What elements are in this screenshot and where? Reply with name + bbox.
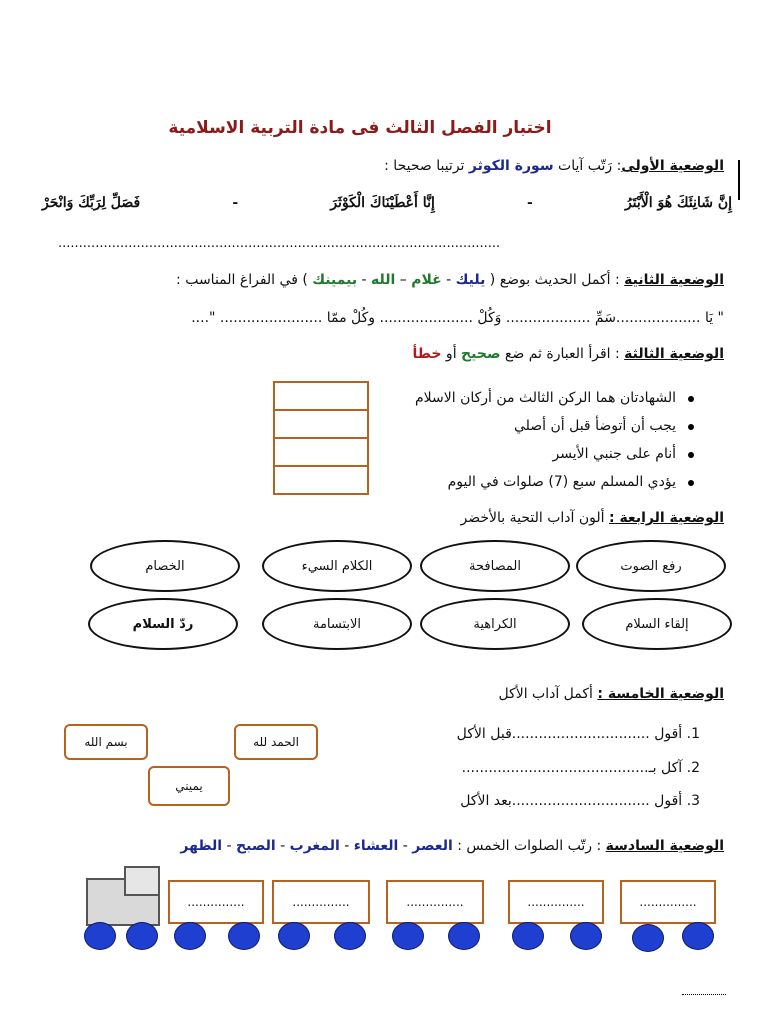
train-wheel (228, 922, 260, 950)
section-3-heading: الوضعية الثالثة (624, 346, 724, 362)
train-car-slot[interactable]: ............... (508, 880, 604, 924)
etiquette-option[interactable]: رفع الصوت (576, 540, 726, 592)
section-4-heading: الوضعية الرابعة : (608, 510, 724, 526)
etiquette-option[interactable]: الكلام السيء (262, 540, 412, 592)
prayer-name: الصبح (236, 838, 276, 854)
answer-line[interactable]: ........................................................................................................... (58, 236, 501, 251)
word-sep: – (395, 272, 412, 288)
statement-item: يجب أن أتوضأ قبل أن أصلي (338, 412, 698, 440)
verses-row (42, 195, 732, 211)
footer-mark (682, 994, 726, 995)
prayer-sep: - (222, 838, 237, 854)
prayer-name: الظهر (180, 838, 223, 854)
verse-1: فَصَلِّ لِرَبِّكَ وَانْحَرْ (42, 195, 141, 211)
margin-mark (738, 160, 740, 200)
verse-separator: - (527, 195, 533, 211)
word-sep: - (357, 272, 372, 288)
word-tag[interactable]: الحمد لله (234, 724, 318, 760)
section-1-text: : رَتّب آيات (553, 158, 622, 174)
section-1-instruction (384, 158, 724, 174)
statements-list (338, 384, 698, 496)
train-wheel (632, 924, 664, 952)
eating-item-3[interactable]: 3. أقول ...............................بعد الأكل (460, 793, 700, 809)
etiquette-option[interactable]: الابتسامة (262, 598, 412, 650)
page-title: اختبار الفصل الثالث فى مادة التربية الاسلامية (168, 118, 552, 138)
word-4: بيمينك (312, 272, 358, 288)
etiquette-option[interactable]: الكراهية (420, 598, 570, 650)
verse-separator: - (232, 195, 239, 211)
etiquette-option[interactable]: المصافحة (420, 540, 570, 592)
train-car-slot[interactable]: ............... (272, 880, 370, 924)
section-2-text: : أكمل الحديث بوضع ( (485, 272, 625, 288)
section-5-text: أكمل آداب الأكل (498, 686, 598, 702)
etiquette-option[interactable]: إلقاء السلام (582, 598, 732, 650)
word-tag[interactable]: يميني (148, 766, 230, 806)
label-correct: صحيح (461, 346, 501, 362)
train-wheel (570, 922, 602, 950)
eating-item-1[interactable]: 1. أقول ...............................قبل الأكل (456, 726, 700, 742)
verse-2: إِنَّا أَعْطَيْنَاكَ الْكَوْثَرَ (330, 195, 435, 211)
prayer-name: المغرب (289, 838, 340, 854)
train-wheel (392, 922, 424, 950)
train-car-slot[interactable]: ............... (620, 880, 716, 924)
section-3-instruction (413, 346, 725, 362)
etiquette-option[interactable]: الخصام (90, 540, 240, 592)
section-1-text-end: ترتيبا صحيحا : (384, 158, 469, 174)
surah-name: سورة الكوثر (468, 158, 554, 174)
prayer-name: العصر (412, 838, 453, 854)
section-6-heading: الوضعية السادسة (605, 838, 724, 854)
train-engine-cab (124, 866, 160, 896)
train-wheel (448, 922, 480, 950)
word-sep: - (441, 272, 456, 288)
eating-item-2[interactable]: 2. آكل بـ.......................................... (461, 760, 700, 776)
section-6-instruction (180, 838, 724, 854)
section-3-text: : اقرأ العبارة ثم ضع (500, 346, 625, 362)
label-or: أو (441, 346, 462, 362)
train-car-slot[interactable]: ............... (168, 880, 264, 924)
train-wheel (174, 922, 206, 950)
prayer-sep: - (275, 838, 290, 854)
section-4-instruction (460, 510, 724, 526)
prayer-sep: - (398, 838, 413, 854)
section-1-heading: الوضعية الأولى (621, 158, 724, 174)
hadith-fill[interactable]: " يَا ...................سَمِّ ................... وَكُلْ ..................... وكُلْ ممّا ....................... ".... (191, 310, 724, 326)
word-1: يليك (455, 272, 486, 288)
train-wheel (278, 922, 310, 950)
statement-item: يؤدي المسلم سبع (7) صلوات في اليوم (338, 468, 698, 496)
label-wrong: خطأ (412, 346, 442, 362)
section-2-instruction (176, 272, 724, 288)
train-wheel (682, 922, 714, 950)
prayer-name: العشاء (353, 838, 399, 854)
section-2-text-end: ) في الفراغ المناسب : (176, 272, 313, 288)
verse-3: إِنَّ شَانِئَكَ هُوَ الْأَبْتَرُ (624, 195, 732, 211)
train-car-slot[interactable]: ............... (386, 880, 484, 924)
train-wheel (512, 922, 544, 950)
statement-item: أنام على جنبي الأيسر (338, 440, 698, 468)
section-5-instruction (498, 686, 724, 702)
section-2-heading: الوضعية الثانية (624, 272, 724, 288)
section-6-text: : رتّب الصلوات الخمس : (452, 838, 606, 854)
train-wheel (334, 922, 366, 950)
etiquette-option[interactable]: ردّ السلام (88, 598, 238, 650)
section-4-text: ألون آداب التحية بالأخضر (460, 510, 609, 526)
section-5-heading: الوضعية الخامسة : (597, 686, 724, 702)
word-3: الله (371, 272, 396, 288)
train-wheel (84, 922, 116, 950)
statement-item: الشهادتان هما الركن الثالث من أركان الاسلام (338, 384, 698, 412)
word-tag[interactable]: بسم الله (64, 724, 148, 760)
prayer-sep: - (339, 838, 354, 854)
train-wheel (126, 922, 158, 950)
word-2: غلام (411, 272, 442, 288)
